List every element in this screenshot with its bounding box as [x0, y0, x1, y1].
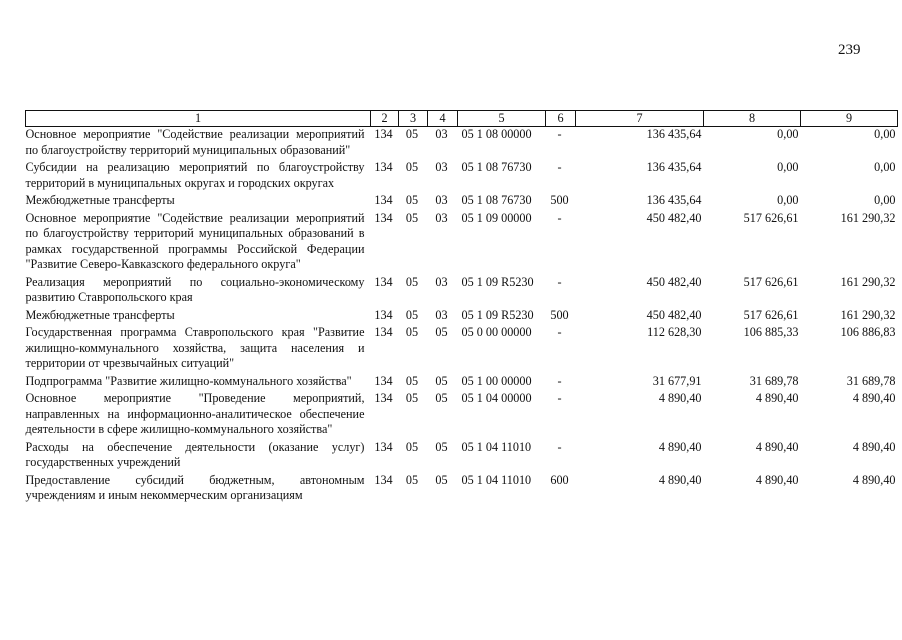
cell-amount-year1: 136 435,64	[646, 127, 702, 141]
cell-amount-year1: 136 435,64	[646, 160, 702, 174]
cell-amount-year1: 112 628,30	[647, 325, 702, 339]
cell-target-article: 05 0 00 00000	[461, 325, 532, 339]
cell-subsection-code: 05	[435, 325, 448, 339]
table-row	[26, 391, 898, 440]
column-header: 6	[546, 111, 576, 127]
cell-expense-type: -	[557, 391, 562, 405]
cell-amount-year3: 31 689,78	[846, 373, 896, 388]
cell-section-code: 05	[405, 193, 419, 207]
cell-expense-type: -	[557, 160, 562, 174]
cell-amount-year2: 517 626,61	[743, 274, 799, 289]
cell-target-article: 05 1 09 R5230	[461, 307, 534, 322]
column-header: 1	[26, 111, 371, 127]
cell-section-code: 05	[405, 307, 419, 322]
cell-expense-type: 600	[550, 472, 569, 487]
cell-amount-year2: 31 689,78	[749, 373, 799, 388]
cell-target-article: 05 1 04 11010	[461, 472, 532, 487]
cell-subsection-code: 05	[435, 439, 448, 454]
cell-amount-year2: 4 890,40	[755, 439, 799, 454]
cell-section-code: 05	[405, 373, 419, 388]
cell-amount-year1: 31 677,91	[652, 373, 702, 388]
cell-section-code: 05	[405, 210, 419, 225]
cell-target-article: 05 1 08 76730	[461, 193, 532, 207]
cell-expense-type: -	[557, 274, 562, 289]
cell-expense-type: -	[557, 325, 562, 339]
cell-amount-year3: 161 290,32	[840, 210, 896, 225]
cell-subsection-code: 03	[435, 307, 448, 322]
cell-subsection-code: 03	[435, 127, 448, 141]
column-header: 8	[704, 111, 801, 127]
cell-section-code: 05	[405, 439, 419, 454]
cell-expense-type: 500	[550, 307, 569, 322]
cell-amount-year3: 4 890,40	[852, 439, 896, 454]
cell-description: Расходы на обеспечение деятельности (оказание услуг) государственных учреждений	[25, 439, 365, 469]
cell-target-article: 05 1 09 R5230	[461, 274, 534, 289]
column-header: 2	[371, 111, 399, 127]
cell-description: Государственная программа Ставропольского края "Развитие жилищно-коммунального хозяйства, защита населения и территории от чрезвычайных ситуаций"	[25, 325, 365, 370]
cell-amount-year2: 0,00	[777, 193, 799, 207]
cell-subsection-code: 03	[435, 193, 448, 207]
cell-amount-year3: 4 890,40	[852, 391, 896, 405]
table-row	[26, 374, 898, 392]
table-row	[26, 473, 898, 506]
cell-description: Основное мероприятие "Содействие реализации мероприятий по благоустройству территорий муниципальных образований в рамках государственной программы Российской Федерации "Развитие Северо-Кавказского федерального округа"	[25, 210, 365, 271]
cell-description: Межбюджетные трансферты	[25, 307, 175, 322]
cell-amount-year1: 4 890,40	[658, 472, 702, 487]
column-header: 3	[399, 111, 428, 127]
table-row	[26, 211, 898, 275]
cell-ministry-code: 134	[374, 307, 393, 322]
cell-ministry-code: 134	[374, 439, 393, 454]
cell-amount-year1: 136 435,64	[646, 193, 702, 207]
cell-ministry-code: 134	[374, 210, 393, 225]
cell-amount-year2: 4 890,40	[755, 391, 799, 405]
cell-ministry-code: 134	[374, 274, 393, 289]
cell-ministry-code: 134	[374, 472, 393, 487]
cell-section-code: 05	[405, 472, 419, 487]
cell-amount-year2: 4 890,40	[755, 472, 799, 487]
cell-section-code: 05	[405, 127, 419, 141]
cell-subsection-code: 03	[435, 210, 448, 225]
table-body	[26, 127, 898, 506]
column-header: 4	[428, 111, 458, 127]
cell-amount-year1: 450 482,40	[646, 210, 702, 225]
column-header: 5	[458, 111, 546, 127]
cell-ministry-code: 134	[374, 325, 393, 339]
cell-description: Подпрограмма "Развитие жилищно-коммунального хозяйства"	[25, 373, 352, 388]
cell-subsection-code: 05	[435, 391, 448, 405]
cell-amount-year3: 161 290,32	[840, 307, 896, 322]
table-row	[26, 160, 898, 193]
cell-target-article: 05 1 00 00000	[461, 373, 532, 388]
cell-amount-year3: 4 890,40	[852, 472, 896, 487]
cell-expense-type: -	[557, 373, 562, 388]
cell-description: Основное мероприятие "Проведение мероприятий, направленных на информационно-аналитическое обеспечение деятельности в сфере жилищно-коммунального хозяйства"	[25, 391, 365, 436]
cell-amount-year1: 450 482,40	[646, 274, 702, 289]
cell-description: Реализация мероприятий по социально-экономическому развитию Ставропольского края	[25, 274, 365, 304]
cell-amount-year2: 106 885,33	[743, 325, 799, 339]
cell-target-article: 05 1 08 00000	[461, 127, 532, 141]
cell-ministry-code: 134	[374, 193, 393, 207]
budget-table	[25, 110, 898, 506]
column-header: 7	[576, 111, 704, 127]
table-row	[26, 127, 898, 161]
table-row	[26, 440, 898, 473]
cell-expense-type: -	[557, 210, 562, 225]
cell-amount-year3: 0,00	[874, 193, 896, 207]
cell-subsection-code: 03	[435, 274, 448, 289]
table-row	[26, 275, 898, 308]
cell-description: Предоставление субсидий бюджетным, автономным учреждениям и иным некоммерческим организациям	[25, 472, 365, 502]
cell-section-code: 05	[405, 274, 419, 289]
cell-target-article: 05 1 08 76730	[461, 160, 532, 174]
cell-description: Основное мероприятие "Содействие реализации мероприятий по благоустройству территорий муниципальных образований"	[25, 127, 365, 157]
cell-section-code: 05	[405, 325, 419, 339]
cell-amount-year2: 517 626,61	[743, 210, 799, 225]
cell-amount-year3: 0,00	[874, 127, 896, 141]
cell-description: Межбюджетные трансферты	[25, 193, 175, 207]
table-row	[26, 308, 898, 326]
cell-section-code: 05	[405, 391, 419, 405]
cell-amount-year3: 0,00	[874, 160, 896, 174]
cell-amount-year1: 4 890,40	[658, 439, 702, 454]
cell-subsection-code: 03	[435, 160, 448, 174]
cell-amount-year1: 4 890,40	[658, 391, 702, 405]
page-number: 239	[838, 42, 861, 58]
cell-target-article: 05 1 09 00000	[461, 210, 532, 225]
cell-target-article: 05 1 04 11010	[461, 439, 532, 454]
cell-subsection-code: 05	[435, 472, 448, 487]
cell-ministry-code: 134	[374, 391, 393, 405]
cell-amount-year3: 161 290,32	[840, 274, 896, 289]
table-row	[26, 325, 898, 374]
cell-amount-year2: 0,00	[777, 127, 799, 141]
cell-subsection-code: 05	[435, 373, 448, 388]
cell-description: Субсидии на реализацию мероприятий по благоустройству территорий в муниципальных округах и городских округах	[25, 160, 365, 190]
cell-expense-type: -	[557, 439, 562, 454]
cell-amount-year1: 450 482,40	[646, 307, 702, 322]
cell-ministry-code: 134	[374, 373, 393, 388]
table-row	[26, 193, 898, 211]
cell-ministry-code: 134	[374, 160, 393, 174]
header-row	[26, 111, 898, 127]
cell-expense-type: -	[557, 127, 562, 141]
cell-amount-year2: 0,00	[777, 160, 799, 174]
cell-target-article: 05 1 04 00000	[461, 391, 532, 405]
cell-amount-year3: 106 886,83	[840, 325, 896, 339]
cell-expense-type: 500	[550, 193, 569, 207]
cell-amount-year2: 517 626,61	[743, 307, 799, 322]
column-header: 9	[801, 111, 898, 127]
cell-section-code: 05	[405, 160, 419, 174]
cell-ministry-code: 134	[374, 127, 393, 141]
